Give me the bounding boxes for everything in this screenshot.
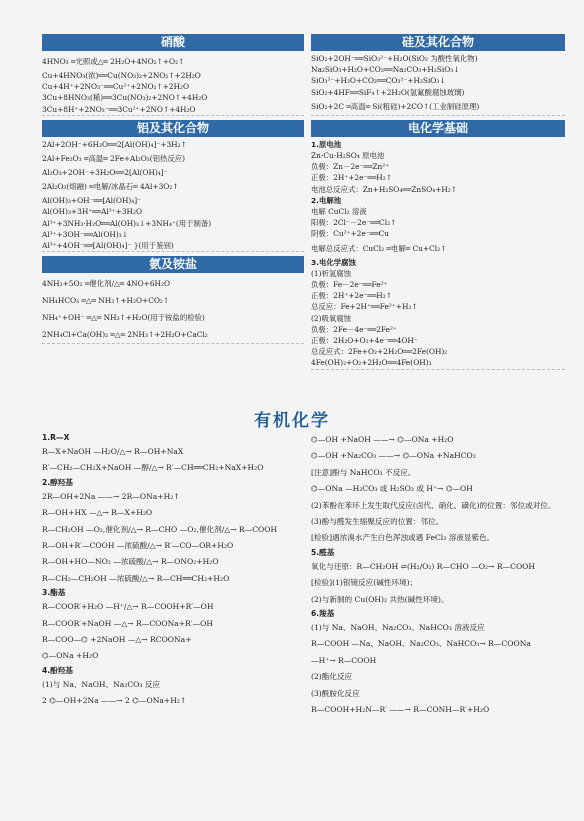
equation-line: —H⁺→ R—COOH	[311, 655, 377, 665]
subsection-heading: 4.酚羟基	[42, 665, 73, 675]
equation-line: 总反应式：2Fe+O₂+2H₂O══2Fe(OH)₂	[311, 347, 448, 357]
section-header: 硝酸	[42, 34, 304, 51]
equation-line: Cu+4H⁺+2NO₃⁻══Cu²⁺+2NO₂↑+2H₂O	[42, 82, 190, 92]
equation-line: NH₄⁺+OH⁻ ═△═ NH₃↑+H₂O(用于铵盐的检验)	[42, 313, 205, 323]
equation-line: 3Cu+8H⁺+2NO₃⁻══3Cu²⁺+2NO↑+4H₂O	[42, 104, 196, 114]
equation-line: 负极：Zn－2e⁻══Zn²⁺	[311, 162, 390, 172]
section-header: 硅及其化合物	[311, 34, 565, 51]
equation-line: Al(OH)₃+3H⁺══Al³⁺+3H₂O	[42, 207, 143, 217]
equation-line: ⌬—ONa +H₂O	[42, 651, 99, 661]
equation-line: [检验]遇浓溴水产生白色浑浊或遇 FeCl₃ 溶液显紫色。	[311, 533, 495, 543]
equation-line: 4HNO₃ ═光照或△═ 2H₂O+4NO₂↑+O₂↑	[42, 57, 185, 66]
equation-line: 负极：Fe－2e⁻══Fe²⁺	[311, 280, 388, 290]
equation-line: (2)吸氧腐蚀	[311, 313, 352, 323]
equation-line: 4NH₃+5O₂ ═催化剂/△═ 4NO+6H₂O	[42, 279, 171, 289]
equation-line: 阴极：Cu²⁺+2e⁻══Cu	[311, 229, 389, 239]
equation-line: ⌬—ONa —H₂CO₃ 或 H₂SO₃ 或 H⁺→ ⌬—OH	[311, 484, 473, 494]
equation-line: 电池总反应式：Zn+H₂SO₄══ZnSO₄+H₂↑	[311, 184, 457, 194]
equation-line: R—CH₂OH —O₂,催化剂/△→ R—CHO —O₂,催化剂/△→ R—COOH	[42, 524, 278, 534]
equation-line: 2Al+Fe₂O₃ ═高温═ 2Fe+Al₂O₃(铝热反应)	[42, 154, 186, 164]
subsection-heading: 6.羧基	[311, 609, 335, 619]
equation-line: 1.原电池	[311, 139, 342, 149]
equation-line: 2R—OH+2Na ——→ 2R—ONa+H₂↑	[42, 491, 180, 501]
organic-left-column	[42, 432, 304, 710]
equation-line: 2NH₄Cl+Ca(OH)₂ ═△═ 2NH₃↑+2H₂O+CaCl₂	[42, 330, 208, 340]
equation-line: R—OH+R′—COOH —浓硫酸/△→ R′—CO—OR+H₂O	[42, 541, 234, 551]
equation-line: SiO₃²⁻+H₂O+CO₂══CO₃²⁻+H₂SiO₃↓	[311, 76, 446, 86]
equation-line: R—OH+HO—NO₂ —浓硫酸/△→ R—ONO₂+H₂O	[42, 557, 219, 567]
equation-line: 3Cu+8HNO₃(稀)══3Cu(NO₃)₂+2NO↑+4H₂O	[42, 93, 208, 103]
equation-line: (2)与新制的 Cu(OH)₂ 共热(碱性环境)。	[311, 594, 449, 604]
equation-line: R—COOH —Na、NaOH、Na₂CO₃、NaHCO₃→ R—COONa	[311, 639, 531, 649]
organic-right-column	[311, 432, 565, 719]
equation-line: Al³⁺+3NH₃·H₂O══Al(OH)₃↓+3NH₄⁺(用于制备)	[42, 218, 212, 228]
equation-line: R—COO—⌬ +2NaOH —△→ RCOONa+	[42, 635, 192, 645]
equation-line: Na₂SiO₃+H₂O+CO₂══Na₂CO₃+H₂SiO₃↓	[311, 65, 460, 75]
equation-line: (3)酰胺化反应	[311, 688, 360, 698]
equation-line: Zn-Cu-H₂SO₄ 原电池	[311, 151, 385, 161]
equation-line: 2Al+2OH⁻+6H₂O══2[Al(OH)₄]⁻+3H₂↑	[42, 139, 187, 149]
equation-line: R—COOR′+NaOH —△→ R—COONa+R′—OH	[42, 618, 214, 628]
equation-line: Al³⁺+3OH⁻══Al(OH)₃↓	[42, 229, 128, 239]
equation-line: 2 ⌬—OH+2Na ——→ 2 ⌬—ONa+H₂↑	[42, 696, 187, 706]
equation-line: ⌬—OH +Na₂CO₃ ——→ ⌬—ONa +NaHCO₃	[311, 451, 476, 461]
section-1	[42, 120, 304, 252]
right-column	[311, 34, 565, 374]
section-0	[42, 34, 304, 116]
section-1	[311, 120, 565, 370]
equation-line: 3.电化学腐蚀	[311, 257, 356, 267]
equation-line: (3)酚与醛发生缩聚反应的位置：邻位。	[311, 517, 444, 527]
equation-line: 正极：2H₂O+O₂+4e⁻══4OH⁻	[311, 336, 418, 346]
equation-line: (2)酯化反应	[311, 672, 353, 682]
subsection-heading: 1.R—X	[42, 433, 70, 442]
equation-line: R—COOR′+H₂O —H⁺/△→ R—COOH+R′—OH	[42, 602, 214, 612]
equation-line: Al(OH)₃+OH⁻══[Al(OH)₄]⁻	[42, 196, 142, 206]
section-header: 氨及铵盐	[42, 256, 304, 273]
section-header: 铝及其化合物	[42, 120, 304, 137]
subsection-heading: 2.醇羟基	[42, 477, 73, 487]
subsection-heading: 3.酯基	[42, 588, 66, 598]
equation-line: Al₂O₃+2OH⁻+3H₂O══2[Al(OH)₄]⁻	[42, 168, 168, 178]
equation-line: Cu+4HNO₃(浓)══Cu(NO₃)₂+2NO₂↑+2H₂O	[42, 71, 201, 80]
equation-line: R—COOH+H₂N—R′ ——→ R—CONH—R′+H₂O	[311, 705, 490, 715]
equation-line: 正极：2H⁺+2e⁻══H₂↑	[311, 173, 392, 183]
section-2	[42, 256, 304, 344]
equation-line: (1)与 Na、NaOH、Na₂CO₃ 反应	[42, 679, 161, 689]
equation-line: 2Al₂O₃(熔融) ═电解/冰晶石═ 4Al+3O₂↑	[42, 182, 179, 192]
equation-line: SiO₂+2C ═高温═ Si(粗硅)+2CO↑(工业制硅原理)	[311, 101, 480, 111]
equation-line: R′—CH₂—CH₂X+NaOH —醇/△→ R′—CH══CH₂+NaX+H₂O	[42, 463, 264, 473]
organic-chemistry-title: 有机化学	[254, 411, 330, 431]
equation-line: Al³⁺+4OH⁻══[Al(OH)₄]⁻ }(用于鉴别)	[42, 241, 174, 251]
equation-line: [检验](1)银镜反应(碱性环境)；	[311, 578, 418, 588]
equation-line: 阳极：2Cl⁻－2e⁻══Cl₂↑	[311, 218, 397, 228]
section-header: 电化学基础	[311, 120, 565, 137]
equation-line: [注意]酚与 NaHCO₃ 不反应。	[311, 467, 416, 477]
equation-line: (2)苯酚在苯环上发生取代反应(卤代、硝化、磺化)的位置：邻位或对位。	[311, 500, 556, 510]
equation-line: R—CH₂—CH₂OH —浓硫酸/△→ R—CH══CH₂+H₂O	[42, 573, 230, 583]
section-0	[311, 34, 565, 116]
equation-line: NH₄HCO₃ ═△═ NH₃↑+H₂O+CO₂↑	[42, 296, 170, 306]
equation-line: 负极：2Fe－4e⁻══2Fe²⁺	[311, 324, 397, 334]
equation-line: ⌬—OH +NaOH ——→ ⌬—ONa +H₂O	[311, 435, 454, 444]
equation-line: 4Fe(OH)₂+O₂+2H₂O══4Fe(OH)₃	[311, 358, 432, 368]
equation-line: (1)析氢腐蚀	[311, 268, 352, 278]
equation-line: 正极：2H⁺+2e⁻══H₂↑	[311, 291, 392, 301]
equation-line: 电解 CuCl₂ 溶液	[311, 207, 367, 217]
left-column	[42, 34, 304, 348]
equation-line: 电解总反应式：CuCl₂ ═电解═ Cu+Cl₂↑	[311, 243, 447, 253]
equation-line: R—X+NaOH —H₂O/△→ R—OH+NaX	[42, 447, 184, 456]
equation-line: 总反应：Fe+2H⁺══Fe²⁺+H₂↑	[311, 302, 418, 312]
equation-line: R—OH+HX —△→ R—X+H₂O	[42, 508, 153, 518]
equation-line: SiO₂+4HF══SiF₄↑+2H₂O(氢氟酸腐蚀玻璃)	[311, 87, 465, 97]
equation-line: SiO₂+2OH⁻══SiO₃²⁻+H₂O(SiO₂ 为酸性氧化物)	[311, 54, 478, 63]
equation-line: 2.电解池	[311, 195, 342, 205]
equation-line: (1)与 Na、NaOH、Na₂CO₃、NaHCO₃ 溶液反应	[311, 623, 485, 633]
subsection-heading: 5.醛基	[311, 547, 335, 557]
equation-line: 氧化与还原：R—CH₂OH ⇌(H₂/O₂) R—CHO —O₂→ R—COOH	[311, 561, 536, 571]
